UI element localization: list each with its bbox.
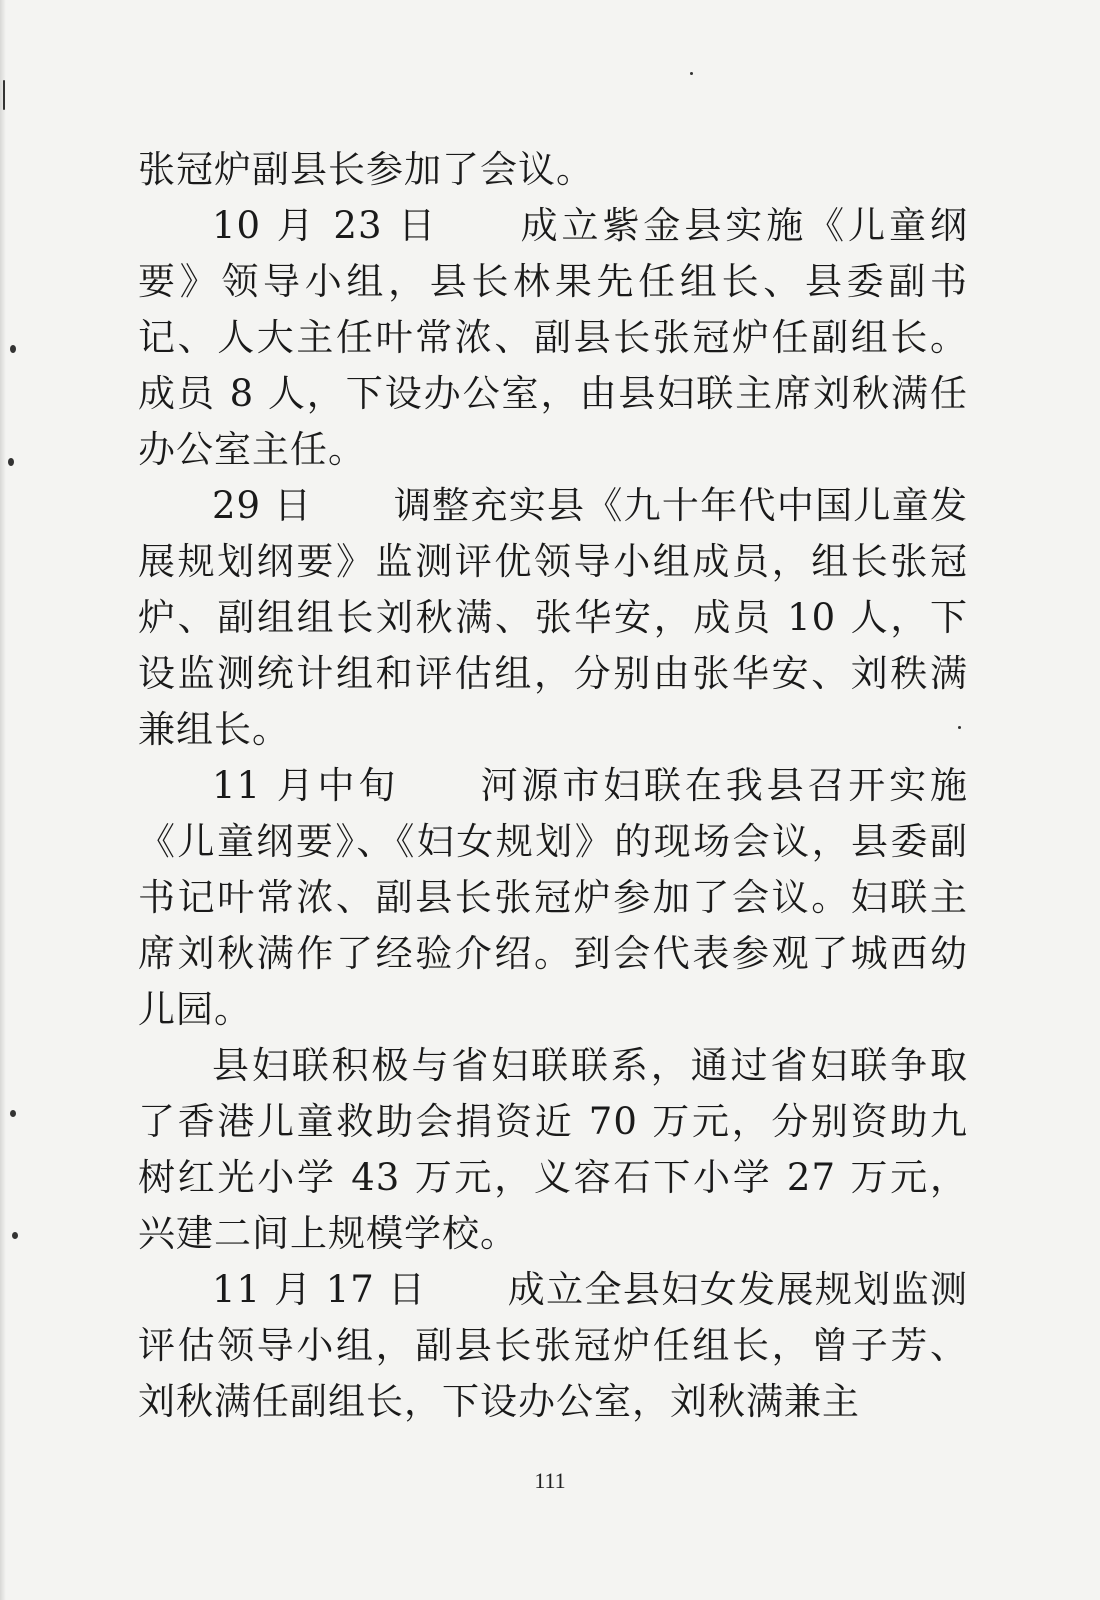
scan-speck (10, 1110, 16, 1117)
paragraph-text: 调整充实县《九十年代中国儿童发展规划纲要》监测评优领导小组成员，组长张冠炉、副组组长刘秋满、张华安，成员 10 人，下设监测统计组和评估组，分别由张华安、刘秩满兼组长。 (138, 484, 969, 751)
paragraph-text: 张冠炉副县长参加了会议。 (138, 148, 594, 191)
paragraph-2 (138, 198, 968, 478)
page-number: 111 (534, 1468, 566, 1493)
paragraph-text: 县妇联积极与省妇联联系，通过省妇联争取了香港儿童救助会捐资近 70 万元，分别资助九树红光小学 43 万元，义容石下小学 27 万元，兴建二间上规模学校。 (138, 1044, 968, 1255)
scan-speck (690, 72, 693, 75)
paragraph-text: 河源市妇联在我县召开实施《儿童纲要》、《妇女规划》的现场会议，县委副书记叶常浓、副县长张冠炉参加了会议。妇联主席刘秋满作了经验介绍。到会代表参观了城西幼儿园。 (138, 764, 969, 1031)
scan-speck (3, 80, 5, 110)
paragraph-6 (138, 1262, 968, 1430)
paragraph-5 (138, 1038, 968, 1262)
paragraph-4 (138, 758, 968, 1038)
paragraph-text: 成立全县妇女发展规划监测评估领导小组，副县长张冠炉任组长，曾子芳、刘秋满任副组长，下设办公室，刘秋满兼主 (138, 1268, 968, 1423)
entry-date: 29 日 (212, 484, 313, 527)
paragraph-text: 成立紫金县实施《儿童纲要》领导小组，县长林果先任组长、县委副书记、人大主任叶常浓、副县长张冠炉任副组长。成员 8 人，下设办公室，由县妇联主席刘秋满任办公室主任。 (138, 204, 968, 471)
paragraph-3 (138, 478, 968, 758)
entry-date: 11 月 17 日 (212, 1268, 427, 1311)
scan-speck (8, 458, 14, 466)
scan-speck (958, 726, 961, 729)
entry-date: 10 月 23 日 (212, 204, 440, 247)
paragraph-1 (138, 142, 968, 198)
scan-edge-shadow (0, 0, 6, 1600)
scan-speck (12, 1232, 18, 1239)
entry-date: 11 月中旬 (212, 764, 400, 807)
scan-speck (10, 345, 16, 353)
document-body (138, 142, 968, 1430)
